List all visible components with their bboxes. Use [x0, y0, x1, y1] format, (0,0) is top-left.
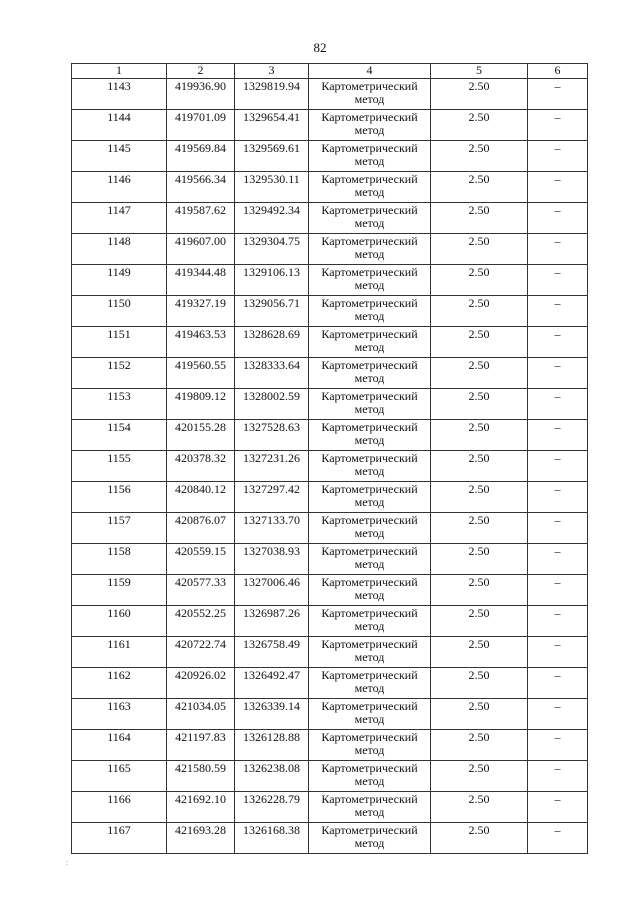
note-cell: –: [528, 761, 588, 792]
point-number-cell: 1158: [72, 544, 167, 575]
y-coordinate-cell: 1329654.41: [235, 110, 309, 141]
table-row: [72, 358, 588, 389]
y-coordinate-cell: 1329492.34: [235, 203, 309, 234]
note-cell: –: [528, 730, 588, 761]
y-coordinate-cell: 1329819.94: [235, 79, 309, 110]
y-coordinate-cell: 1328002.59: [235, 389, 309, 420]
table-row: [72, 79, 588, 110]
table-row: [72, 482, 588, 513]
table-row: [72, 389, 588, 420]
table-row: [72, 761, 588, 792]
note-cell: –: [528, 513, 588, 544]
note-cell: –: [528, 606, 588, 637]
point-number-cell: 1149: [72, 265, 167, 296]
table-row: [72, 513, 588, 544]
column-header: 4: [309, 64, 431, 79]
accuracy-cell: 2.50: [431, 792, 528, 823]
note-cell: –: [528, 389, 588, 420]
point-number-cell: 1156: [72, 482, 167, 513]
x-coordinate-cell: 421197.83: [167, 730, 235, 761]
point-number-cell: 1148: [72, 234, 167, 265]
accuracy-cell: 2.50: [431, 234, 528, 265]
table-row: [72, 637, 588, 668]
header-row: [72, 64, 588, 79]
method-cell: Картометрический метод: [309, 544, 431, 575]
accuracy-cell: 2.50: [431, 358, 528, 389]
x-coordinate-cell: 419560.55: [167, 358, 235, 389]
table-row: [72, 420, 588, 451]
scan-mark: :: [66, 858, 69, 867]
note-cell: –: [528, 234, 588, 265]
x-coordinate-cell: 419327.19: [167, 296, 235, 327]
x-coordinate-cell: 420926.02: [167, 668, 235, 699]
point-number-cell: 1155: [72, 451, 167, 482]
note-cell: –: [528, 823, 588, 854]
accuracy-cell: 2.50: [431, 141, 528, 172]
point-number-cell: 1150: [72, 296, 167, 327]
point-number-cell: 1153: [72, 389, 167, 420]
point-number-cell: 1154: [72, 420, 167, 451]
note-cell: –: [528, 327, 588, 358]
y-coordinate-cell: 1326238.08: [235, 761, 309, 792]
table-row: [72, 606, 588, 637]
accuracy-cell: 2.50: [431, 730, 528, 761]
point-number-cell: 1151: [72, 327, 167, 358]
table-row: [72, 823, 588, 854]
y-coordinate-cell: 1329569.61: [235, 141, 309, 172]
accuracy-cell: 2.50: [431, 79, 528, 110]
point-number-cell: 1144: [72, 110, 167, 141]
accuracy-cell: 2.50: [431, 575, 528, 606]
y-coordinate-cell: 1326168.38: [235, 823, 309, 854]
note-cell: –: [528, 482, 588, 513]
note-cell: –: [528, 265, 588, 296]
accuracy-cell: 2.50: [431, 761, 528, 792]
table-row: [72, 792, 588, 823]
y-coordinate-cell: 1327528.63: [235, 420, 309, 451]
method-cell: Картометрический метод: [309, 513, 431, 544]
note-cell: –: [528, 420, 588, 451]
x-coordinate-cell: 420559.15: [167, 544, 235, 575]
y-coordinate-cell: 1327231.26: [235, 451, 309, 482]
table-row: [72, 699, 588, 730]
accuracy-cell: 2.50: [431, 544, 528, 575]
table-row: [72, 544, 588, 575]
x-coordinate-cell: 419607.00: [167, 234, 235, 265]
y-coordinate-cell: 1328333.64: [235, 358, 309, 389]
point-number-cell: 1164: [72, 730, 167, 761]
method-cell: Картометрический метод: [309, 141, 431, 172]
accuracy-cell: 2.50: [431, 110, 528, 141]
x-coordinate-cell: 420155.28: [167, 420, 235, 451]
y-coordinate-cell: 1327297.42: [235, 482, 309, 513]
y-coordinate-cell: 1327006.46: [235, 575, 309, 606]
x-coordinate-cell: 421580.59: [167, 761, 235, 792]
x-coordinate-cell: 420722.74: [167, 637, 235, 668]
point-number-cell: 1166: [72, 792, 167, 823]
table-row: [72, 575, 588, 606]
table-row: [72, 296, 588, 327]
table-row: [72, 110, 588, 141]
table-row: [72, 327, 588, 358]
note-cell: –: [528, 203, 588, 234]
accuracy-cell: 2.50: [431, 265, 528, 296]
table-row: [72, 234, 588, 265]
note-cell: –: [528, 792, 588, 823]
point-number-cell: 1143: [72, 79, 167, 110]
x-coordinate-cell: 419344.48: [167, 265, 235, 296]
table-row: [72, 451, 588, 482]
column-header: 5: [431, 64, 528, 79]
method-cell: Картометрический метод: [309, 358, 431, 389]
y-coordinate-cell: 1326758.49: [235, 637, 309, 668]
accuracy-cell: 2.50: [431, 451, 528, 482]
accuracy-cell: 2.50: [431, 420, 528, 451]
note-cell: –: [528, 172, 588, 203]
method-cell: Картометрический метод: [309, 203, 431, 234]
note-cell: –: [528, 79, 588, 110]
note-cell: –: [528, 668, 588, 699]
note-cell: –: [528, 141, 588, 172]
x-coordinate-cell: 419936.90: [167, 79, 235, 110]
accuracy-cell: 2.50: [431, 606, 528, 637]
method-cell: Картометрический метод: [309, 172, 431, 203]
x-coordinate-cell: 421034.05: [167, 699, 235, 730]
method-cell: Картометрический метод: [309, 296, 431, 327]
method-cell: Картометрический метод: [309, 420, 431, 451]
table-row: [72, 172, 588, 203]
point-number-cell: 1165: [72, 761, 167, 792]
y-coordinate-cell: 1328628.69: [235, 327, 309, 358]
method-cell: Картометрический метод: [309, 792, 431, 823]
table-row: [72, 730, 588, 761]
coordinates-table: [71, 63, 588, 854]
accuracy-cell: 2.50: [431, 203, 528, 234]
point-number-cell: 1147: [72, 203, 167, 234]
x-coordinate-cell: 419587.62: [167, 203, 235, 234]
y-coordinate-cell: 1329056.71: [235, 296, 309, 327]
note-cell: –: [528, 699, 588, 730]
x-coordinate-cell: 420840.12: [167, 482, 235, 513]
table-row: [72, 668, 588, 699]
point-number-cell: 1163: [72, 699, 167, 730]
method-cell: Картометрический метод: [309, 389, 431, 420]
point-number-cell: 1146: [72, 172, 167, 203]
table-row: [72, 203, 588, 234]
accuracy-cell: 2.50: [431, 513, 528, 544]
x-coordinate-cell: 420876.07: [167, 513, 235, 544]
note-cell: –: [528, 110, 588, 141]
method-cell: Картометрический метод: [309, 699, 431, 730]
x-coordinate-cell: 421692.10: [167, 792, 235, 823]
method-cell: Картометрический метод: [309, 823, 431, 854]
point-number-cell: 1159: [72, 575, 167, 606]
page-number: 82: [313, 40, 327, 55]
y-coordinate-cell: 1326339.14: [235, 699, 309, 730]
point-number-cell: 1161: [72, 637, 167, 668]
table-row: [72, 141, 588, 172]
accuracy-cell: 2.50: [431, 172, 528, 203]
accuracy-cell: 2.50: [431, 823, 528, 854]
x-coordinate-cell: 419809.12: [167, 389, 235, 420]
point-number-cell: 1162: [72, 668, 167, 699]
x-coordinate-cell: 421693.28: [167, 823, 235, 854]
method-cell: Картометрический метод: [309, 637, 431, 668]
accuracy-cell: 2.50: [431, 296, 528, 327]
method-cell: Картометрический метод: [309, 79, 431, 110]
y-coordinate-cell: 1327133.70: [235, 513, 309, 544]
table-row: [72, 265, 588, 296]
point-number-cell: 1157: [72, 513, 167, 544]
note-cell: –: [528, 637, 588, 668]
method-cell: Картометрический метод: [309, 451, 431, 482]
method-cell: Картометрический метод: [309, 668, 431, 699]
y-coordinate-cell: 1326987.26: [235, 606, 309, 637]
x-coordinate-cell: 419566.34: [167, 172, 235, 203]
note-cell: –: [528, 358, 588, 389]
note-cell: –: [528, 451, 588, 482]
note-cell: –: [528, 544, 588, 575]
x-coordinate-cell: 419463.53: [167, 327, 235, 358]
x-coordinate-cell: 420378.32: [167, 451, 235, 482]
point-number-cell: 1167: [72, 823, 167, 854]
point-number-cell: 1160: [72, 606, 167, 637]
x-coordinate-cell: 419569.84: [167, 141, 235, 172]
accuracy-cell: 2.50: [431, 327, 528, 358]
method-cell: Картометрический метод: [309, 482, 431, 513]
y-coordinate-cell: 1329530.11: [235, 172, 309, 203]
y-coordinate-cell: 1326492.47: [235, 668, 309, 699]
point-number-cell: 1152: [72, 358, 167, 389]
x-coordinate-cell: 420552.25: [167, 606, 235, 637]
y-coordinate-cell: 1326128.88: [235, 730, 309, 761]
column-header: 3: [235, 64, 309, 79]
method-cell: Картометрический метод: [309, 761, 431, 792]
column-header: 2: [167, 64, 235, 79]
column-header: 6: [528, 64, 588, 79]
accuracy-cell: 2.50: [431, 637, 528, 668]
x-coordinate-cell: 419701.09: [167, 110, 235, 141]
note-cell: –: [528, 575, 588, 606]
y-coordinate-cell: 1327038.93: [235, 544, 309, 575]
accuracy-cell: 2.50: [431, 668, 528, 699]
method-cell: Картометрический метод: [309, 234, 431, 265]
method-cell: Картометрический метод: [309, 730, 431, 761]
note-cell: –: [528, 296, 588, 327]
accuracy-cell: 2.50: [431, 699, 528, 730]
y-coordinate-cell: 1329106.13: [235, 265, 309, 296]
method-cell: Картометрический метод: [309, 110, 431, 141]
column-header: 1: [72, 64, 167, 79]
x-coordinate-cell: 420577.33: [167, 575, 235, 606]
method-cell: Картометрический метод: [309, 327, 431, 358]
method-cell: Картометрический метод: [309, 606, 431, 637]
y-coordinate-cell: 1329304.75: [235, 234, 309, 265]
y-coordinate-cell: 1326228.79: [235, 792, 309, 823]
method-cell: Картометрический метод: [309, 265, 431, 296]
point-number-cell: 1145: [72, 141, 167, 172]
accuracy-cell: 2.50: [431, 482, 528, 513]
method-cell: Картометрический метод: [309, 575, 431, 606]
accuracy-cell: 2.50: [431, 389, 528, 420]
